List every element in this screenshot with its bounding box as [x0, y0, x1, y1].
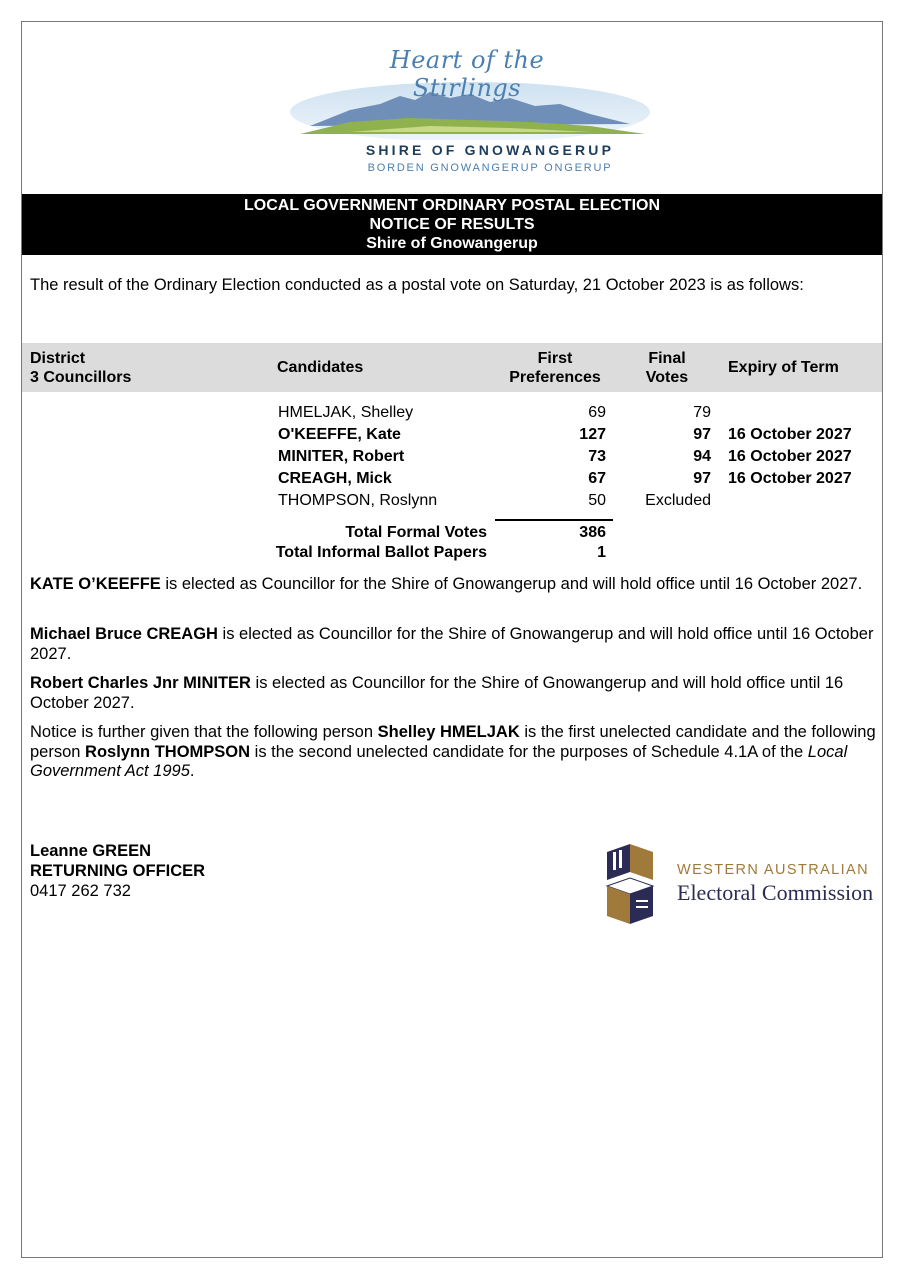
officer-name: Leanne GREEN	[30, 842, 152, 860]
first-preferences: 73	[588, 448, 606, 465]
expiry-of-term: 16 October 2027	[728, 448, 852, 465]
candidate-name: HMELJAK, Shelley	[278, 404, 414, 421]
title-band	[22, 194, 882, 255]
elected-notice-creagh: Michael Bruce CREAGH is elected as Councillor for the Shire of Gnowangerup and will hold office until 16 October 2027.	[30, 625, 874, 663]
returning-officer-block	[30, 841, 205, 901]
waec-logo	[600, 840, 885, 930]
waec-line-1: WESTERN AUSTRALIAN	[677, 862, 869, 878]
intro-text: The result of the Ordinary Election conducted as a postal vote on Saturday, 21 October 2023 is as follows:	[30, 276, 804, 294]
candidate-name: CREAGH, Mick	[278, 470, 392, 487]
total-formal-label: Total Formal Votes	[345, 524, 487, 541]
expiry-header: Expiry of Term	[728, 359, 839, 376]
final-votes: Excluded	[645, 492, 711, 509]
candidate-name: THOMPSON, Roslynn	[278, 492, 438, 509]
candidate-name: MINITER, Robert	[278, 448, 405, 465]
district-header: District 3 Councillors	[30, 350, 132, 386]
total-informal-label: Total Informal Ballot Papers	[275, 544, 487, 561]
final-votes: 97	[693, 470, 711, 487]
total-formal-value: 386	[579, 524, 606, 541]
candidate-name: O'KEEFFE, Kate	[278, 426, 401, 443]
ballot-box-icon	[605, 842, 655, 926]
final-votes: 94	[693, 448, 711, 465]
officer-phone: 0417 262 732	[30, 882, 131, 900]
first-preferences: 69	[588, 404, 606, 421]
title-line-3: Shire of Gnowangerup	[366, 235, 538, 252]
first-preferences: 127	[579, 426, 606, 443]
expiry-of-term: 16 October 2027	[728, 426, 852, 443]
final-votes: 97	[693, 426, 711, 443]
shire-towns: BORDEN GNOWANGERUP ONGERUP	[367, 162, 613, 174]
total-informal-value: 1	[597, 544, 606, 561]
title-line-2: NOTICE OF RESULTS	[369, 216, 535, 233]
table-row	[0, 468, 905, 490]
officer-title: RETURNING OFFICER	[30, 862, 206, 880]
shire-name: SHIRE OF GNOWANGERUP	[365, 142, 615, 158]
shire-logo	[290, 40, 650, 180]
candidates-header: Candidates	[277, 359, 364, 376]
table-row	[0, 490, 905, 512]
final-votes: 79	[693, 404, 711, 421]
first-preferences: 67	[588, 470, 606, 487]
table-row	[0, 424, 905, 446]
logo-tagline: Heart of the Stirlings	[389, 46, 545, 102]
table-row	[0, 402, 905, 424]
first-preferences-header: First Preferences	[509, 350, 601, 386]
final-votes-header: Final Votes	[645, 350, 689, 386]
elected-notice-miniter: Robert Charles Jnr MINITER is elected as Councillor for the Shire of Gnowangerup and will hold office until 16 October 2027.	[30, 674, 844, 712]
expiry-of-term: 16 October 2027	[728, 470, 852, 487]
unelected-notice: Notice is further given that the following person Shelley HMELJAK is the first unelected candidate and the following person Roslynn THOMPSON is the second unelected candidate for the purposes of Schedule 4.1A of the Local Government Act 1995.	[30, 723, 876, 780]
first-preferences: 50	[588, 492, 606, 509]
waec-line-2: Electoral Commission	[677, 880, 874, 905]
title-line-1: LOCAL GOVERNMENT ORDINARY POSTAL ELECTION	[243, 197, 661, 214]
total-divider	[495, 519, 613, 521]
table-row	[0, 446, 905, 468]
elected-notice-okeeffe: KATE O’KEEFFE is elected as Councillor for the Shire of Gnowangerup and will hold office until 16 October 2027.	[30, 575, 863, 593]
results-table-header	[22, 343, 882, 392]
